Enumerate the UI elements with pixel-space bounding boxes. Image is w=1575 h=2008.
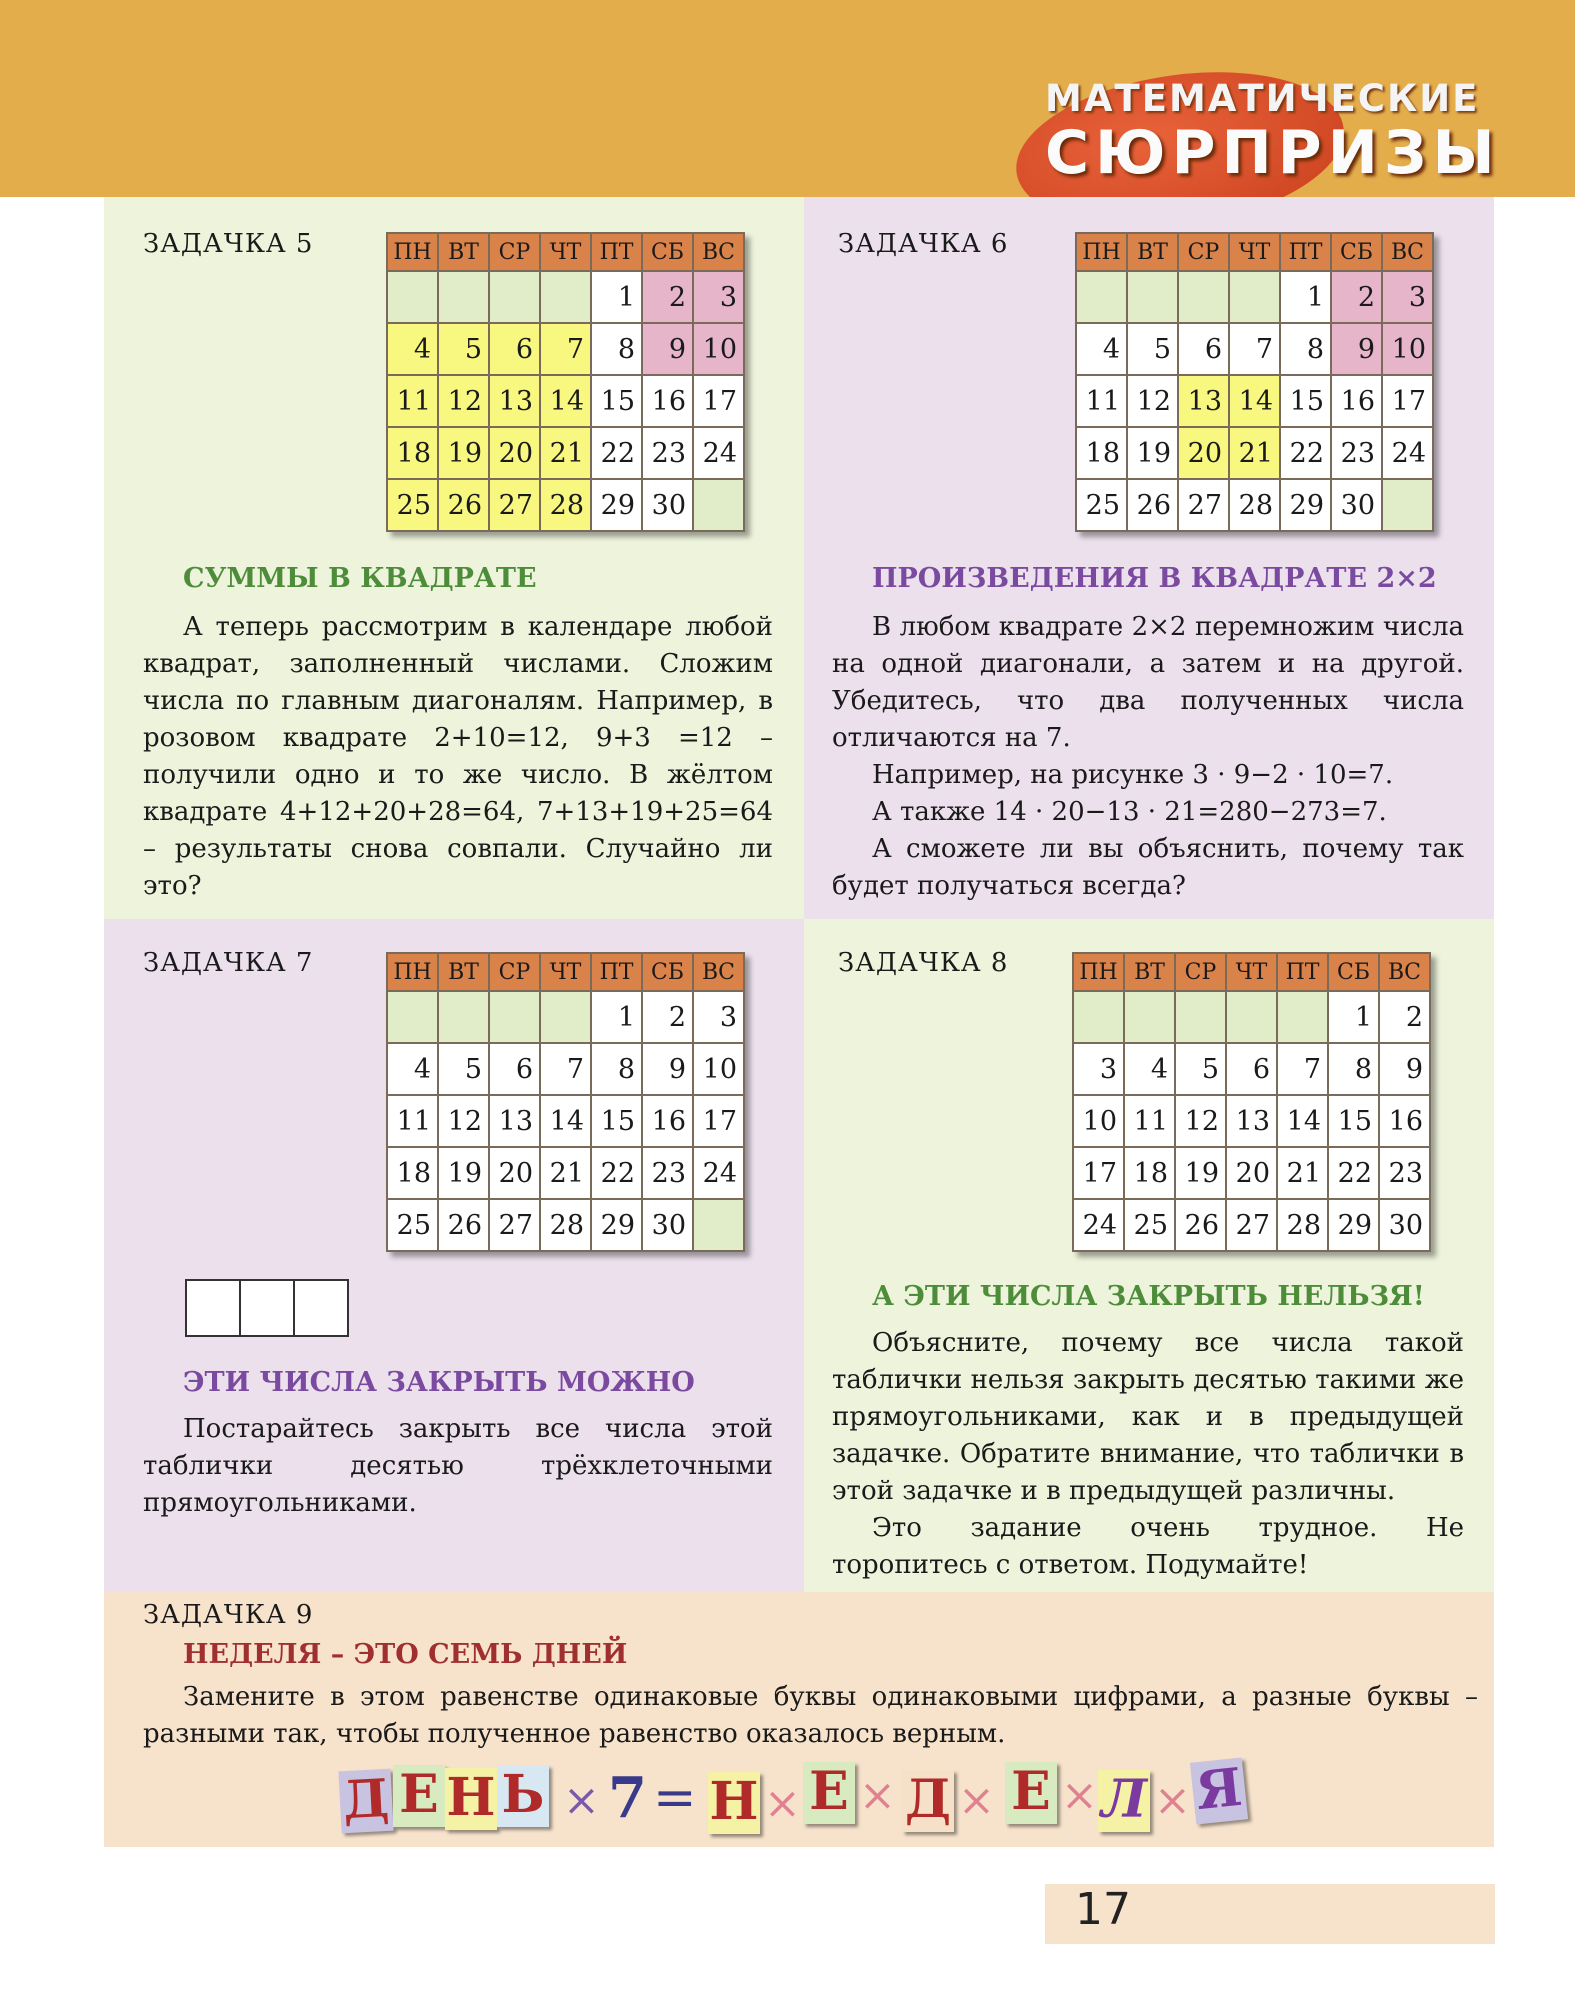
calendar-cell: 22 (1280, 427, 1331, 479)
weekday-header: ПН (387, 233, 438, 271)
calendar-cell (1175, 991, 1226, 1043)
calendar-cell: 7 (1277, 1043, 1328, 1095)
calendar-cell: 26 (438, 1199, 489, 1251)
weekday-header: СБ (1328, 953, 1379, 991)
calendar-cell: 22 (591, 427, 642, 479)
calendar-cell: 2 (642, 991, 693, 1043)
calendar-cell: 12 (438, 375, 489, 427)
calendar-cell: 7 (1229, 323, 1280, 375)
calendar-cell: 14 (540, 1095, 591, 1147)
calendar-cell (1178, 271, 1229, 323)
calendar-cell (693, 1199, 744, 1251)
task6-label: ЗАДАЧКА 6 (838, 229, 1009, 259)
calendar-cell: 5 (1175, 1043, 1226, 1095)
calendar-cell: 17 (693, 1095, 744, 1147)
calendar-cell: 27 (1226, 1199, 1277, 1251)
calendar-cell: 6 (1226, 1043, 1277, 1095)
task5-text (143, 609, 773, 905)
calendar-cell: 20 (489, 1147, 540, 1199)
calendar-cell: 3 (1073, 1043, 1124, 1095)
calendar-cell: 20 (1226, 1147, 1277, 1199)
calendar-cell (1127, 271, 1178, 323)
calendar-cell: 11 (1076, 375, 1127, 427)
task9-text (143, 1679, 1478, 1753)
calendar-cell: 1 (1328, 991, 1379, 1043)
letter-card-Ya: Я (1190, 1757, 1248, 1824)
calendar-cell: 30 (642, 1199, 693, 1251)
task9-paragraph: Замените в этом равенстве одинаковые буквы одинаковыми цифрами, а разные буквы – разными так, чтобы полученное равенство оказалось верным. (143, 1682, 1478, 1749)
calendar-cell: 5 (1127, 323, 1178, 375)
task6-paragraph: А также 14 · 20−13 · 21=280−273=7. (872, 797, 1387, 827)
calendar-cell: 24 (1382, 427, 1433, 479)
calendar-cell: 27 (1178, 479, 1229, 531)
calendar-cell: 25 (1076, 479, 1127, 531)
letter-card-N: Н (446, 1767, 496, 1828)
calendar-cell: 2 (642, 271, 693, 323)
weekday-header: ВС (1382, 233, 1433, 271)
calendar-cell: 4 (1076, 323, 1127, 375)
calendar-cell (693, 479, 744, 531)
times-sign: × (764, 1778, 801, 1829)
calendar-cell: 29 (1328, 1199, 1379, 1251)
calendar-cell: 1 (1280, 271, 1331, 323)
calendar-cell: 14 (1277, 1095, 1328, 1147)
task7-heading: ЭТИ ЧИСЛА ЗАКРЫТЬ МОЖНО (183, 1367, 695, 1398)
task5-label: ЗАДАЧКА 5 (143, 229, 314, 259)
task9-label: ЗАДАЧКА 9 (143, 1600, 314, 1630)
weekday-header: СБ (642, 953, 693, 991)
letter-card-D: Д (902, 1770, 954, 1832)
calendar-cell: 6 (489, 1043, 540, 1095)
weekday-header: ЧТ (1226, 953, 1277, 991)
calendar-cell: 2 (1331, 271, 1382, 323)
calendar-cell: 1 (591, 991, 642, 1043)
calendar-cell: 11 (387, 375, 438, 427)
calendar-cell: 26 (438, 479, 489, 531)
calendar-cell: 9 (642, 323, 693, 375)
calendar-cell (1226, 991, 1277, 1043)
task7-calendar (386, 952, 745, 1252)
weekday-header: ВТ (438, 953, 489, 991)
calendar-cell: 18 (387, 427, 438, 479)
task6-heading: ПРОИЗВЕДЕНИЯ В КВАДРАТЕ 2×2 (872, 563, 1437, 594)
calendar-cell: 8 (591, 323, 642, 375)
calendar-cell: 13 (1226, 1095, 1277, 1147)
task6-paragraph: В любом квадрате 2×2 перемножим числа на одной диагонали, а затем и на другой. Убедитесь, что два полученных числа отличаются на 7. (832, 612, 1464, 753)
calendar-cell (489, 271, 540, 323)
calendar-cell: 17 (1382, 375, 1433, 427)
calendar-cell (1073, 991, 1124, 1043)
seven-digit: 7 (608, 1765, 647, 1831)
task6-paragraph: Например, на рисунке 3 · 9−2 · 10=7. (872, 760, 1394, 790)
calendar-cell: 28 (540, 1199, 591, 1251)
calendar-cell: 21 (1229, 427, 1280, 479)
rectangle-cell (293, 1279, 349, 1337)
calendar-cell: 3 (693, 271, 744, 323)
calendar-cell: 27 (489, 1199, 540, 1251)
task9-heading: НЕДЕЛЯ – ЭТО СЕМЬ ДНЕЙ (183, 1639, 628, 1670)
calendar-cell: 26 (1175, 1199, 1226, 1251)
calendar-cell: 15 (1280, 375, 1331, 427)
letter-card-soft-sign: Ь (497, 1765, 549, 1827)
weekday-header: СР (489, 233, 540, 271)
calendar-cell: 17 (1073, 1147, 1124, 1199)
weekday-header: ВТ (1127, 233, 1178, 271)
weekday-header: СР (1178, 233, 1229, 271)
logo-line1: МАТЕМАТИЧЕСКИЕ (1045, 77, 1480, 120)
task8-label: ЗАДАЧКА 8 (838, 948, 1009, 978)
calendar-cell: 6 (1178, 323, 1229, 375)
calendar-cell: 12 (1175, 1095, 1226, 1147)
calendar-cell: 25 (387, 479, 438, 531)
logo-line2: СЮРПРИЗЫ (1045, 118, 1501, 188)
calendar-cell: 19 (438, 427, 489, 479)
calendar-cell: 27 (489, 479, 540, 531)
calendar-cell: 15 (1328, 1095, 1379, 1147)
rectangle-cell (239, 1279, 295, 1337)
calendar-cell: 23 (1379, 1147, 1430, 1199)
calendar-cell: 15 (591, 1095, 642, 1147)
calendar-cell: 17 (693, 375, 744, 427)
weekday-header: СБ (642, 233, 693, 271)
calendar-cell: 14 (540, 375, 591, 427)
weekday-header: ПТ (591, 953, 642, 991)
calendar-cell: 28 (540, 479, 591, 531)
calendar-cell: 19 (1127, 427, 1178, 479)
calendar-cell: 22 (591, 1147, 642, 1199)
calendar-cell (540, 991, 591, 1043)
calendar-cell: 19 (1175, 1147, 1226, 1199)
task5-paragraph: А теперь рассмотрим в календаре любой квадрат, заполненный числами. Сложим числа по главным диагоналям. Например, в розовом квадрате 2+10=12, 9+3 =12 – получили одно и то же число. В жёлтом квадрате 4+12+20+28=64, 7+13+19+25=64 – результаты снова совпали. Случайно ли это? (143, 612, 773, 901)
calendar-cell: 4 (387, 1043, 438, 1095)
calendar-cell (438, 991, 489, 1043)
calendar-cell: 30 (642, 479, 693, 531)
calendar-cell (1382, 479, 1433, 531)
calendar-cell: 20 (1178, 427, 1229, 479)
calendar-cell: 8 (1280, 323, 1331, 375)
calendar-cell: 10 (1382, 323, 1433, 375)
calendar-cell (438, 271, 489, 323)
times-sign: × (958, 1775, 995, 1826)
calendar-cell: 12 (1127, 375, 1178, 427)
calendar-cell: 18 (1076, 427, 1127, 479)
weekday-header: ЧТ (540, 953, 591, 991)
calendar-cell: 29 (591, 1199, 642, 1251)
calendar-cell: 10 (1073, 1095, 1124, 1147)
calendar-cell (387, 991, 438, 1043)
task6-paragraph: А сможете ли вы объяснить, почему так будет получаться всегда? (832, 834, 1464, 901)
page-number: 17 (1075, 1884, 1131, 1935)
rectangle-cell (185, 1279, 241, 1337)
calendar-cell: 30 (1379, 1199, 1430, 1251)
calendar-cell: 21 (1277, 1147, 1328, 1199)
calendar-cell: 10 (693, 323, 744, 375)
task8-heading: А ЭТИ ЧИСЛА ЗАКРЫТЬ НЕЛЬЗЯ! (872, 1281, 1425, 1312)
task5-heading: СУММЫ В КВАДРАТЕ (183, 563, 537, 594)
weekday-header: ЧТ (1229, 233, 1280, 271)
weekday-header: ПТ (1277, 953, 1328, 991)
equals-sign: = (653, 1768, 697, 1828)
times-sign: × (563, 1775, 600, 1826)
weekday-header: ПН (1073, 953, 1124, 991)
weekday-header: СБ (1331, 233, 1382, 271)
letter-card-D: Д (338, 1769, 393, 1834)
times-sign: × (859, 1770, 896, 1821)
weekday-header: ВТ (438, 233, 489, 271)
calendar-cell: 23 (642, 427, 693, 479)
calendar-cell: 18 (1124, 1147, 1175, 1199)
weekday-header: ЧТ (540, 233, 591, 271)
calendar-cell: 7 (540, 1043, 591, 1095)
calendar-cell: 23 (642, 1147, 693, 1199)
weekday-header: СР (1175, 953, 1226, 991)
calendar-cell: 11 (387, 1095, 438, 1147)
calendar-cell: 24 (693, 427, 744, 479)
calendar-cell: 6 (489, 323, 540, 375)
task7-label: ЗАДАЧКА 7 (143, 948, 314, 978)
calendar-cell: 25 (387, 1199, 438, 1251)
calendar-cell: 5 (438, 323, 489, 375)
calendar-cell: 4 (387, 323, 438, 375)
calendar-cell: 3 (1382, 271, 1433, 323)
calendar-cell: 13 (489, 375, 540, 427)
letter-card-E: Е (1005, 1762, 1057, 1824)
calendar-cell: 13 (489, 1095, 540, 1147)
weekday-header: ПН (1076, 233, 1127, 271)
calendar-cell: 1 (591, 271, 642, 323)
calendar-cell (387, 271, 438, 323)
calendar-cell: 21 (540, 427, 591, 479)
task6-text (832, 609, 1464, 905)
calendar-cell: 19 (438, 1147, 489, 1199)
calendar-cell: 29 (591, 479, 642, 531)
calendar-cell: 9 (1379, 1043, 1430, 1095)
weekday-header: ВС (693, 953, 744, 991)
calendar-cell: 12 (438, 1095, 489, 1147)
weekday-header: ПТ (1280, 233, 1331, 271)
calendar-cell: 7 (540, 323, 591, 375)
weekday-header: ПТ (591, 233, 642, 271)
weekday-header: ВТ (1124, 953, 1175, 991)
calendar-cell: 18 (387, 1147, 438, 1199)
calendar-cell (1229, 271, 1280, 323)
calendar-cell: 15 (591, 375, 642, 427)
calendar-cell: 10 (693, 1043, 744, 1095)
calendar-cell (1277, 991, 1328, 1043)
letter-card-L: Л (1098, 1770, 1150, 1832)
calendar-cell: 20 (489, 427, 540, 479)
calendar-cell: 25 (1124, 1199, 1175, 1251)
calendar-cell: 16 (642, 1095, 693, 1147)
task7-paragraph: Постарайтесь закрыть все числа этой таблички десятью трёхклеточными прямоугольниками. (143, 1414, 773, 1518)
calendar-cell (540, 271, 591, 323)
calendar-cell: 21 (540, 1147, 591, 1199)
calendar-cell: 2 (1379, 991, 1430, 1043)
calendar-cell (1076, 271, 1127, 323)
calendar-cell: 9 (1331, 323, 1382, 375)
calendar-cell: 8 (591, 1043, 642, 1095)
weekday-header: СР (489, 953, 540, 991)
calendar-cell: 8 (1328, 1043, 1379, 1095)
calendar-cell (489, 991, 540, 1043)
calendar-cell: 30 (1331, 479, 1382, 531)
calendar-cell (1124, 991, 1175, 1043)
letter-card-E: Е (803, 1762, 855, 1824)
letter-card-N: Н (709, 1771, 759, 1832)
calendar-cell: 28 (1229, 479, 1280, 531)
calendar-cell: 23 (1331, 427, 1382, 479)
weekday-header: ВС (1379, 953, 1430, 991)
calendar-cell: 24 (1073, 1199, 1124, 1251)
calendar-cell: 5 (438, 1043, 489, 1095)
calendar-cell: 22 (1328, 1147, 1379, 1199)
calendar-cell: 16 (1331, 375, 1382, 427)
calendar-cell: 16 (642, 375, 693, 427)
calendar-cell: 13 (1178, 375, 1229, 427)
times-sign: × (1154, 1775, 1191, 1826)
calendar-cell: 26 (1127, 479, 1178, 531)
task5-calendar (386, 232, 745, 532)
task8-paragraph: Объясните, почему все числа такой таблички нельзя закрыть десятью такими же прямоугольниками, как и в предыдущей задачке. Обратите внимание, что таблички в этой задачке и в предыдущей различны. (832, 1328, 1464, 1506)
times-sign: × (1061, 1770, 1098, 1821)
calendar-cell: 3 (693, 991, 744, 1043)
calendar-cell: 28 (1277, 1199, 1328, 1251)
weekday-header: ВС (693, 233, 744, 271)
calendar-cell: 11 (1124, 1095, 1175, 1147)
weekday-header: ПН (387, 953, 438, 991)
task8-paragraph: Это задание очень трудное. Не торопитесь с ответом. Подумайте! (832, 1513, 1464, 1580)
calendar-cell: 29 (1280, 479, 1331, 531)
task6-calendar (1075, 232, 1434, 532)
calendar-cell: 9 (642, 1043, 693, 1095)
task7-text (143, 1411, 773, 1522)
letter-card-E: Е (393, 1765, 445, 1827)
calendar-cell: 24 (693, 1147, 744, 1199)
calendar-cell: 4 (1124, 1043, 1175, 1095)
calendar-cell: 16 (1379, 1095, 1430, 1147)
task8-text (832, 1325, 1464, 1584)
task8-calendar (1072, 952, 1431, 1252)
three-cell-rectangle (185, 1279, 347, 1341)
calendar-cell: 14 (1229, 375, 1280, 427)
